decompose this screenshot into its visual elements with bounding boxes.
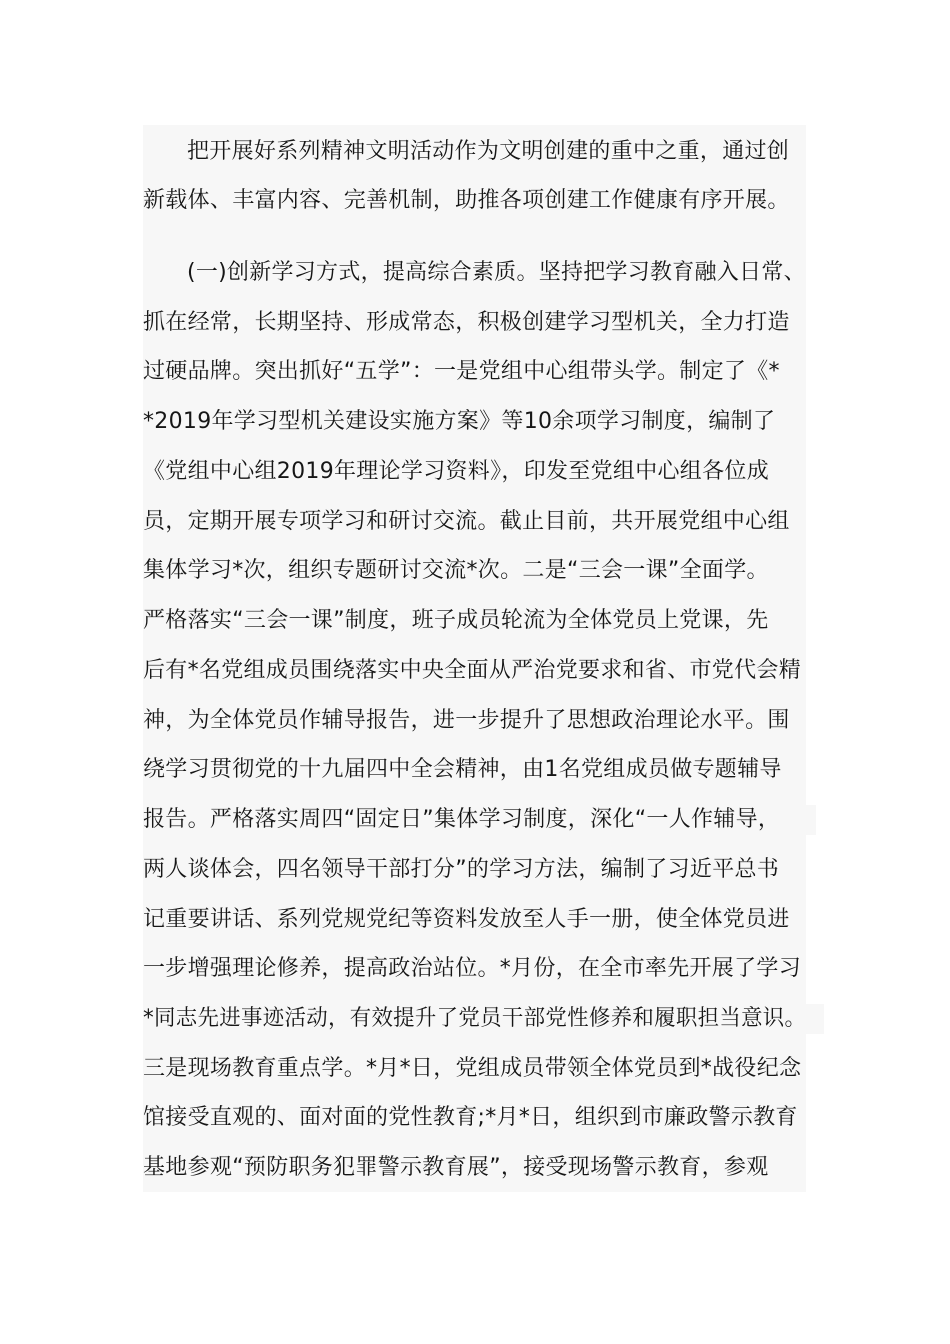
paragraph-line: 神，为全体党员作辅导报告，进一步提升了思想政治理论水平。围 — [143, 708, 790, 733]
paragraph-line: 后有*名党组成员围绕落实中央全面从严治党要求和省、市党代会精 — [143, 658, 802, 683]
paragraph-line: 员，定期开展专项学习和研讨交流。截止目前，共开展党组中心组 — [143, 509, 790, 534]
paragraph-line: 过硬品牌。突出抓好“五学”：一是党组中心组带头学。制定了《* — [143, 359, 780, 384]
paragraph-line: 两人谈体会，四名领导干部打分”的学习方法，编制了习近平总书 — [143, 857, 780, 882]
paragraph-line: 记重要讲话、系列党规党纪等资料发放至人手一册，使全体党员进 — [143, 907, 790, 932]
paragraph-line: 严格落实“三会一课”制度，班子成员轮流为全体党员上党课，先 — [143, 608, 769, 633]
paragraph-line: 一步增强理论修养，提高政治站位。*月份，在全市率先开展了学习 — [143, 956, 802, 981]
paragraph-line: 基地参观“预防职务犯罪警示教育展”，接受现场警示教育，参观 — [143, 1155, 769, 1180]
paragraph-line: 报告。严格落实周四“固定日”集体学习制度，深化“一人作辅导， — [143, 807, 781, 832]
paragraph-line: *2019年学习型机关建设实施方案》等10余项学习制度，编制了 — [143, 409, 776, 434]
paragraph-line: 把开展好系列精神文明活动作为文明创建的重中之重，通过创 — [187, 139, 790, 164]
paragraph-line: 馆接受直观的、面对面的党性教育;*月*日，组织到市廉政警示教育 — [143, 1105, 798, 1130]
text-highlight-overflow — [806, 1004, 824, 1034]
paragraph-line: 绕学习贯彻党的十九届四中全会精神，由1名党组成员做专题辅导 — [143, 757, 782, 782]
paragraph-line: 集体学习*次，组织专题研讨交流*次。二是“三会一课”全面学。 — [143, 558, 769, 583]
paragraph-line: (一)创新学习方式，提高综合素质。坚持把学习教育融入日常、 — [187, 260, 806, 285]
text-highlight-overflow — [806, 805, 816, 835]
paragraph-line: 抓在经常，长期坚持、形成常态，积极创建学习型机关，全力打造 — [143, 310, 790, 335]
paragraph-line: 新载体、丰富内容、完善机制，助推各项创建工作健康有序开展。 — [143, 188, 790, 213]
paragraph-line: 三是现场教育重点学。*月*日，党组成员带领全体党员到*战役纪念 — [143, 1056, 802, 1081]
paragraph-line: *同志先进事迹活动，有效提升了党员干部党性修养和履职担当意识。 — [143, 1006, 807, 1031]
paragraph-line: 《党组中心组2019年理论学习资料》，印发至党组中心组各位成 — [143, 459, 769, 484]
